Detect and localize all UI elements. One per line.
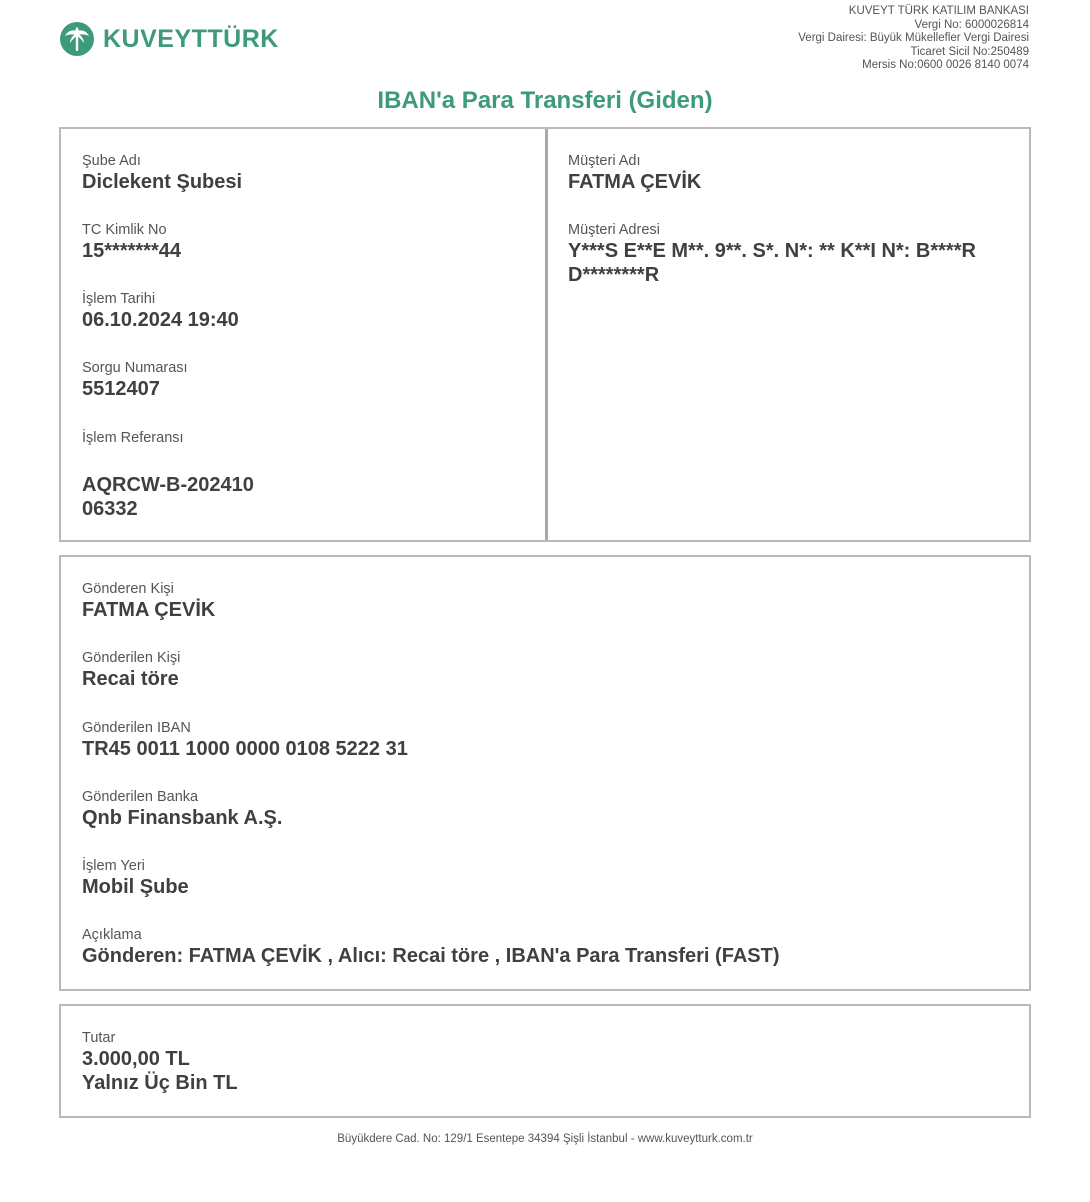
transfer-details-panel <box>59 555 1031 991</box>
company-name: KUVEYT TÜRK KATILIM BANKASI <box>848 5 1029 17</box>
field-value: Gönderen: FATMA ÇEVİK , Alıcı: Recai töre , IBAN'a Para Transferi (FAST) <box>82 945 780 967</box>
logo-text: KUVEYTTÜRK <box>103 25 279 53</box>
transaction-date-field <box>82 290 522 332</box>
national-id-field <box>82 221 522 263</box>
field-label: Gönderen Kişi <box>82 581 174 597</box>
field-value: Qnb Finansbank A.Ş. <box>82 807 283 829</box>
field-label: Müşteri Adı <box>568 153 641 169</box>
query-number-field <box>82 359 522 401</box>
transaction-channel-field <box>82 857 1002 899</box>
field-label: Şube Adı <box>82 153 141 169</box>
customer-address-field <box>568 221 1008 287</box>
field-value: D********R <box>568 264 660 286</box>
field-value: Y***S E**E M**. 9**. S*. N*: ** K**I N*: B****R <box>568 240 976 262</box>
amount-panel <box>59 1004 1031 1118</box>
field-label: Açıklama <box>82 927 142 943</box>
tax-office: Vergi Dairesi: Büyük Mükellefler Vergi Dairesi <box>798 32 1029 45</box>
bank-logo <box>59 20 279 58</box>
field-label: Müşteri Adresi <box>568 222 660 238</box>
field-label: Sorgu Numarası <box>82 360 188 376</box>
field-value: Mobil Şube <box>82 876 189 898</box>
recipient-field <box>82 649 1002 691</box>
amount-value: 3.000,00 TL <box>82 1048 190 1070</box>
field-label: Gönderilen IBAN <box>82 720 191 736</box>
field-value: 15*******44 <box>82 240 181 262</box>
transaction-reference-field <box>82 429 522 521</box>
field-value: 06.10.2024 19:40 <box>82 309 239 331</box>
field-label: İşlem Yeri <box>82 858 145 874</box>
customer-name-field <box>568 152 1008 194</box>
field-value: Diclekent Şubesi <box>82 171 243 193</box>
field-label: Gönderilen Banka <box>82 789 199 805</box>
branch-customer-panel <box>59 127 1031 542</box>
sender-field <box>82 580 1002 622</box>
column-divider <box>545 129 548 540</box>
description-field <box>82 926 1002 968</box>
trade-registry: Ticaret Sicil No:250489 <box>910 45 1029 58</box>
field-value: TR45 0011 1000 0000 0108 5222 31 <box>82 738 408 760</box>
field-value: 06332 <box>82 498 138 520</box>
footer-address: Büyükdere Cad. No: 129/1 Esentepe 34394 Şişli İstanbul - www.kuveytturk.com.tr <box>337 1133 753 1145</box>
palm-tree-icon <box>59 21 95 57</box>
document-title: IBAN'a Para Transferi (Giden) <box>377 87 713 114</box>
field-label: Gönderilen Kişi <box>82 650 181 666</box>
recipient-bank-field <box>82 788 1002 830</box>
field-label: TC Kimlik No <box>82 222 167 238</box>
field-label: İşlem Referansı <box>82 430 184 446</box>
amount-in-words: Yalnız Üç Bin TL <box>82 1072 238 1094</box>
field-value: FATMA ÇEVİK <box>568 171 702 193</box>
company-info <box>798 5 1029 73</box>
tax-number: Vergi No: 6000026814 <box>914 18 1029 31</box>
field-label: Tutar <box>82 1030 116 1046</box>
mersis-number: Mersis No:0600 0026 8140 0074 <box>862 59 1029 72</box>
amount-field <box>82 1029 1002 1095</box>
field-value: Recai töre <box>82 668 179 690</box>
field-value: AQRCW-B-202410 <box>82 474 254 496</box>
field-value: FATMA ÇEVİK <box>82 599 216 621</box>
field-label: İşlem Tarihi <box>82 291 156 307</box>
branch-name-field <box>82 152 522 194</box>
recipient-iban-field <box>82 719 1002 761</box>
field-value: 5512407 <box>82 378 160 400</box>
